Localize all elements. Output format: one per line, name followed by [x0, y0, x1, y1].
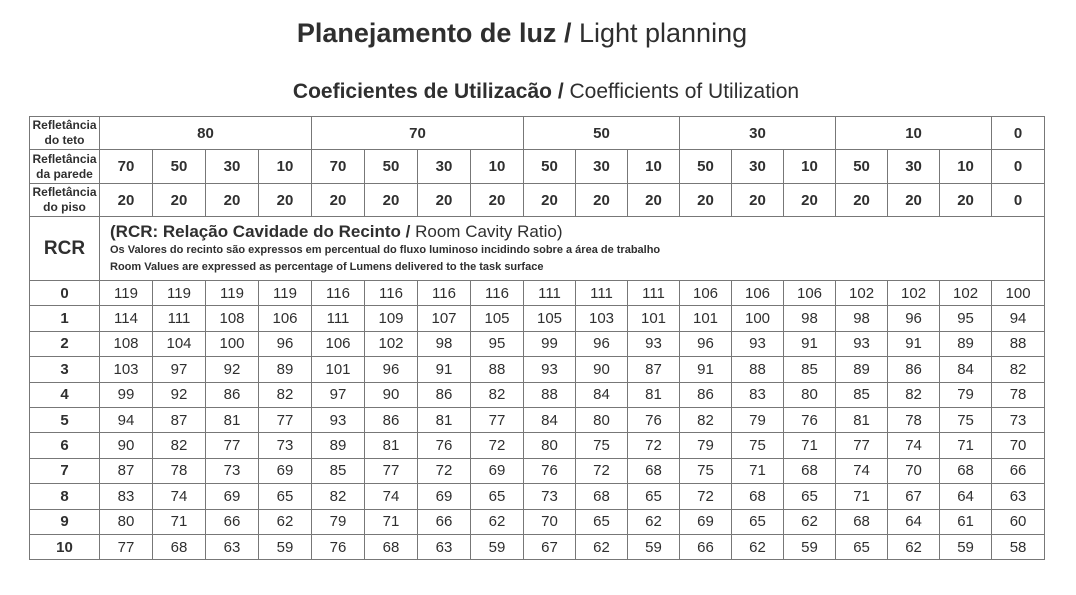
- coefficient-cell: 106: [784, 281, 836, 306]
- coefficient-cell: 69: [206, 484, 259, 509]
- coefficient-cell: 70: [992, 433, 1045, 458]
- ceiling-value: 50: [524, 117, 680, 150]
- floor-value: 20: [365, 184, 418, 217]
- coefficient-cell: 72: [576, 458, 628, 483]
- coefficient-cell: 62: [576, 534, 628, 559]
- coefficient-cell: 114: [100, 306, 153, 331]
- coefficient-cell: 102: [836, 281, 888, 306]
- floor-value: 20: [100, 184, 153, 217]
- coefficient-cell: 96: [365, 357, 418, 382]
- coefficient-cell: 80: [576, 407, 628, 432]
- coefficient-cell: 76: [418, 433, 471, 458]
- coefficient-cell: 82: [312, 484, 365, 509]
- coefficient-cell: 82: [153, 433, 206, 458]
- coefficient-cell: 68: [784, 458, 836, 483]
- coefficient-cell: 95: [940, 306, 992, 331]
- coefficient-cell: 96: [680, 331, 732, 356]
- rcr-value: 10: [30, 534, 100, 559]
- wall-value: 50: [836, 150, 888, 184]
- subtitle-en: Coefficients of Utilization: [569, 80, 800, 103]
- coefficient-cell: 111: [628, 281, 680, 306]
- rcr-note-en: Room Values are expressed as percentage of Lumens delivered to the task surface: [110, 261, 544, 273]
- coefficient-cell: 89: [259, 357, 312, 382]
- coefficient-cell: 111: [153, 306, 206, 331]
- coefficient-cell: 81: [365, 433, 418, 458]
- coefficient-cell: 92: [153, 382, 206, 407]
- coefficient-cell: 76: [628, 407, 680, 432]
- coefficient-cell: 62: [259, 509, 312, 534]
- wall-value: 70: [100, 150, 153, 184]
- coefficient-cell: 76: [524, 458, 576, 483]
- coefficient-cell: 59: [784, 534, 836, 559]
- coefficient-cell: 68: [153, 534, 206, 559]
- coefficient-cell: 72: [471, 433, 524, 458]
- coefficient-cell: 119: [100, 281, 153, 306]
- coefficient-cell: 85: [784, 357, 836, 382]
- floor-value: 20: [524, 184, 576, 217]
- coefficient-cell: 95: [471, 331, 524, 356]
- coefficient-cell: 106: [259, 306, 312, 331]
- coefficient-cell: 72: [628, 433, 680, 458]
- table-row: [30, 433, 1045, 458]
- rcr-value: 0: [30, 281, 100, 306]
- coefficient-cell: 66: [206, 509, 259, 534]
- coefficient-cell: 105: [524, 306, 576, 331]
- coefficient-cell: 116: [312, 281, 365, 306]
- floor-value: 20: [418, 184, 471, 217]
- floor-value: 20: [471, 184, 524, 217]
- floor-value: 20: [836, 184, 888, 217]
- coefficient-cell: 116: [471, 281, 524, 306]
- coefficient-cell: 97: [153, 357, 206, 382]
- coefficient-cell: 83: [732, 382, 784, 407]
- coefficient-cell: 68: [732, 484, 784, 509]
- coefficient-cell: 89: [312, 433, 365, 458]
- coefficient-cell: 93: [628, 331, 680, 356]
- title-en: Light planning: [578, 18, 748, 48]
- coefficient-cell: 97: [312, 382, 365, 407]
- coefficient-cell: 94: [100, 407, 153, 432]
- coefficient-cell: 87: [628, 357, 680, 382]
- floor-value: 20: [940, 184, 992, 217]
- rcr-title-en: Room Cavity Ratio): [415, 222, 563, 241]
- coefficient-cell: 98: [418, 331, 471, 356]
- coefficient-cell: 76: [784, 407, 836, 432]
- coefficient-cell: 82: [259, 382, 312, 407]
- coefficient-cell: 68: [365, 534, 418, 559]
- subtitle-pt: Coeficientes de Utilizacão: [292, 80, 552, 103]
- coefficient-cell: 79: [940, 382, 992, 407]
- coefficient-cell: 59: [628, 534, 680, 559]
- coefficient-cell: 78: [888, 407, 940, 432]
- rcr-value: 5: [30, 407, 100, 432]
- coefficient-cell: 109: [365, 306, 418, 331]
- coefficient-cell: 59: [259, 534, 312, 559]
- coefficient-cell: 96: [576, 331, 628, 356]
- coefficient-cell: 67: [888, 484, 940, 509]
- coefficient-cell: 84: [576, 382, 628, 407]
- coefficient-cell: 87: [100, 458, 153, 483]
- coefficient-cell: 73: [524, 484, 576, 509]
- coefficient-cell: 83: [100, 484, 153, 509]
- coefficient-cell: 72: [680, 484, 732, 509]
- coefficient-cell: 116: [365, 281, 418, 306]
- coefficient-cell: 82: [471, 382, 524, 407]
- wall-value: 10: [784, 150, 836, 184]
- coefficient-cell: 119: [153, 281, 206, 306]
- coefficient-cell: 75: [680, 458, 732, 483]
- coefficient-cell: 99: [524, 331, 576, 356]
- wall-value: 10: [940, 150, 992, 184]
- ceiling-reflectance-row: [30, 117, 1045, 150]
- coefficient-cell: 111: [524, 281, 576, 306]
- rcr-title-pt: (RCR: Relação Cavidade do Recinto: [110, 222, 401, 241]
- table-row: [30, 534, 1045, 559]
- rcr-value: 9: [30, 509, 100, 534]
- coefficient-cell: 88: [732, 357, 784, 382]
- coefficient-cell: 106: [732, 281, 784, 306]
- subtitle-separator: /: [552, 80, 570, 103]
- coefficient-cell: 68: [940, 458, 992, 483]
- coefficient-cell: 69: [680, 509, 732, 534]
- coefficient-cell: 79: [312, 509, 365, 534]
- coefficient-cell: 64: [888, 509, 940, 534]
- coefficient-cell: 62: [784, 509, 836, 534]
- coefficient-cell: 78: [992, 382, 1045, 407]
- coefficient-cell: 74: [888, 433, 940, 458]
- coefficient-cell: 103: [100, 357, 153, 382]
- floor-reflectance-row: [30, 184, 1045, 217]
- coefficient-cell: 108: [100, 331, 153, 356]
- floor-value: 20: [732, 184, 784, 217]
- coefficient-cell: 74: [365, 484, 418, 509]
- coefficient-cell: 62: [732, 534, 784, 559]
- coefficient-cell: 77: [836, 433, 888, 458]
- coefficient-cell: 68: [836, 509, 888, 534]
- coefficient-cell: 102: [365, 331, 418, 356]
- floor-value: 20: [312, 184, 365, 217]
- coefficient-cell: 73: [259, 433, 312, 458]
- wall-reflectance-row: [30, 150, 1045, 184]
- coefficient-cell: 77: [206, 433, 259, 458]
- coefficient-cell: 68: [576, 484, 628, 509]
- coefficient-cell: 65: [836, 534, 888, 559]
- coefficient-cell: 59: [940, 534, 992, 559]
- coefficient-cell: 71: [365, 509, 418, 534]
- coefficient-cell: 85: [312, 458, 365, 483]
- coefficient-cell: 88: [992, 331, 1045, 356]
- coefficient-cell: 73: [992, 407, 1045, 432]
- coefficient-cell: 62: [888, 534, 940, 559]
- coefficient-cell: 58: [992, 534, 1045, 559]
- wall-value: 30: [888, 150, 940, 184]
- coefficient-cell: 72: [418, 458, 471, 483]
- coefficient-cell: 77: [100, 534, 153, 559]
- coefficient-cell: 103: [576, 306, 628, 331]
- coefficient-cell: 77: [471, 407, 524, 432]
- coefficient-cell: 70: [888, 458, 940, 483]
- coefficient-cell: 93: [312, 407, 365, 432]
- floor-value: 20: [680, 184, 732, 217]
- table-row: [30, 484, 1045, 509]
- coefficient-cell: 100: [206, 331, 259, 356]
- coefficient-cell: 59: [471, 534, 524, 559]
- coefficient-cell: 81: [836, 407, 888, 432]
- coefficient-cell: 81: [206, 407, 259, 432]
- title-separator: /: [556, 18, 579, 48]
- rcr-value: 6: [30, 433, 100, 458]
- coefficient-cell: 91: [888, 331, 940, 356]
- coefficient-cell: 69: [259, 458, 312, 483]
- coefficient-cell: 93: [524, 357, 576, 382]
- wall-value: 30: [418, 150, 471, 184]
- ceiling-reflectance-label: Refletância do teto: [30, 117, 100, 150]
- coefficient-cell: 86: [680, 382, 732, 407]
- coefficient-cell: 82: [992, 357, 1045, 382]
- table-row: [30, 509, 1045, 534]
- coefficient-cell: 86: [206, 382, 259, 407]
- coefficient-cell: 102: [940, 281, 992, 306]
- floor-value: 20: [784, 184, 836, 217]
- coefficient-cell: 111: [576, 281, 628, 306]
- coefficient-cell: 80: [524, 433, 576, 458]
- table-row: [30, 306, 1045, 331]
- wall-value: 30: [206, 150, 259, 184]
- coefficient-cell: 119: [259, 281, 312, 306]
- rcr-description: [100, 217, 1045, 281]
- floor-value: 20: [206, 184, 259, 217]
- coefficient-cell: 62: [628, 509, 680, 534]
- ceiling-value: 0: [992, 117, 1045, 150]
- coefficient-cell: 63: [418, 534, 471, 559]
- coefficient-cell: 88: [471, 357, 524, 382]
- coefficient-cell: 69: [471, 458, 524, 483]
- coefficient-cell: 71: [836, 484, 888, 509]
- coefficient-cell: 79: [732, 407, 784, 432]
- rcr-title-separator: /: [400, 222, 416, 241]
- coefficient-cell: 66: [418, 509, 471, 534]
- coefficient-cell: 116: [418, 281, 471, 306]
- coefficient-cell: 71: [153, 509, 206, 534]
- coefficient-cell: 85: [836, 382, 888, 407]
- coefficient-cell: 69: [418, 484, 471, 509]
- coefficient-cell: 101: [312, 357, 365, 382]
- page-title: [0, 16, 1044, 50]
- coefficient-cell: 82: [680, 407, 732, 432]
- table-row: [30, 407, 1045, 432]
- coefficient-cell: 81: [418, 407, 471, 432]
- table-row: [30, 458, 1045, 483]
- wall-reflectance-label: Refletância da parede: [30, 150, 100, 184]
- wall-value: 10: [259, 150, 312, 184]
- rcr-value: 3: [30, 357, 100, 382]
- coefficient-cell: 98: [784, 306, 836, 331]
- table-row: [30, 382, 1045, 407]
- coefficient-cell: 107: [418, 306, 471, 331]
- coefficient-cell: 91: [418, 357, 471, 382]
- coefficient-cell: 79: [680, 433, 732, 458]
- coefficient-cell: 105: [471, 306, 524, 331]
- coefficient-cell: 102: [888, 281, 940, 306]
- coefficient-cell: 86: [888, 357, 940, 382]
- floor-value: 20: [153, 184, 206, 217]
- coefficient-cell: 62: [471, 509, 524, 534]
- coefficient-cell: 89: [836, 357, 888, 382]
- coefficient-cell: 96: [888, 306, 940, 331]
- coefficient-cell: 63: [992, 484, 1045, 509]
- coefficient-cell: 111: [312, 306, 365, 331]
- title-pt: Planejamento de luz: [296, 18, 557, 48]
- coefficient-cell: 65: [732, 509, 784, 534]
- coefficient-cell: 66: [680, 534, 732, 559]
- wall-value: 30: [576, 150, 628, 184]
- coefficient-cell: 82: [888, 382, 940, 407]
- coefficient-cell: 100: [732, 306, 784, 331]
- coefficient-cell: 67: [524, 534, 576, 559]
- rcr-title: [110, 221, 1044, 242]
- floor-value: 20: [576, 184, 628, 217]
- coefficient-cell: 77: [259, 407, 312, 432]
- rcr-value: 1: [30, 306, 100, 331]
- coefficient-cell: 68: [628, 458, 680, 483]
- coefficient-cell: 65: [259, 484, 312, 509]
- wall-value: 50: [153, 150, 206, 184]
- coefficient-cell: 70: [524, 509, 576, 534]
- wall-value: 30: [732, 150, 784, 184]
- coefficient-cell: 91: [680, 357, 732, 382]
- wall-value: 50: [680, 150, 732, 184]
- coefficient-cell: 80: [100, 509, 153, 534]
- coefficient-cell: 71: [940, 433, 992, 458]
- rcr-header-row: [30, 217, 1045, 281]
- coefficient-cell: 104: [153, 331, 206, 356]
- coefficient-cell: 92: [206, 357, 259, 382]
- coefficient-cell: 76: [312, 534, 365, 559]
- coefficient-cell: 78: [153, 458, 206, 483]
- coefficient-cell: 96: [259, 331, 312, 356]
- page-subtitle: [0, 79, 1076, 105]
- coefficient-cell: 106: [680, 281, 732, 306]
- wall-value: 50: [524, 150, 576, 184]
- table-row: [30, 281, 1045, 306]
- coefficient-cell: 98: [836, 306, 888, 331]
- rcr-value: 4: [30, 382, 100, 407]
- coefficient-cell: 77: [365, 458, 418, 483]
- coefficient-cell: 101: [628, 306, 680, 331]
- coefficient-cell: 66: [992, 458, 1045, 483]
- wall-value: 10: [471, 150, 524, 184]
- coefficient-cell: 90: [576, 357, 628, 382]
- rcr-note-pt: Os Valores do recinto são expressos em percentual do fluxo luminoso incidindo sobre a área de trabalho: [110, 244, 661, 256]
- coefficient-cell: 61: [940, 509, 992, 534]
- rcr-value: 2: [30, 331, 100, 356]
- coefficient-cell: 87: [153, 407, 206, 432]
- coefficient-cell: 106: [312, 331, 365, 356]
- floor-reflectance-label: Refletância do piso: [30, 184, 100, 217]
- coefficient-cell: 119: [206, 281, 259, 306]
- coefficient-cell: 99: [100, 382, 153, 407]
- coefficient-cell: 89: [940, 331, 992, 356]
- ceiling-value: 30: [680, 117, 836, 150]
- coefficient-cell: 84: [940, 357, 992, 382]
- floor-value: 20: [259, 184, 312, 217]
- coefficient-cell: 75: [576, 433, 628, 458]
- coefficient-cell: 90: [365, 382, 418, 407]
- floor-value: 20: [628, 184, 680, 217]
- coefficient-cell: 60: [992, 509, 1045, 534]
- coefficient-cell: 93: [836, 331, 888, 356]
- coefficient-cell: 84: [524, 407, 576, 432]
- coefficient-cell: 100: [992, 281, 1045, 306]
- coefficient-cell: 108: [206, 306, 259, 331]
- coefficient-cell: 65: [576, 509, 628, 534]
- floor-value: 0: [992, 184, 1045, 217]
- ceiling-value: 80: [100, 117, 312, 150]
- coefficient-cell: 86: [418, 382, 471, 407]
- coefficient-cell: 64: [940, 484, 992, 509]
- rcr-value: 8: [30, 484, 100, 509]
- coefficient-cell: 75: [732, 433, 784, 458]
- coefficient-cell: 93: [732, 331, 784, 356]
- ceiling-value: 70: [312, 117, 524, 150]
- rcr-value: 7: [30, 458, 100, 483]
- table-row: [30, 357, 1045, 382]
- coefficient-cell: 80: [784, 382, 836, 407]
- coefficients-table: [29, 116, 1045, 560]
- rcr-label: RCR: [30, 217, 100, 281]
- wall-value: 50: [365, 150, 418, 184]
- coefficient-cell: 71: [784, 433, 836, 458]
- coefficient-cell: 94: [992, 306, 1045, 331]
- coefficient-cell: 65: [784, 484, 836, 509]
- wall-value: 70: [312, 150, 365, 184]
- coefficient-cell: 74: [836, 458, 888, 483]
- coefficient-cell: 71: [732, 458, 784, 483]
- coefficient-cell: 73: [206, 458, 259, 483]
- coefficient-cell: 81: [628, 382, 680, 407]
- coefficient-cell: 91: [784, 331, 836, 356]
- wall-value: 10: [628, 150, 680, 184]
- coefficient-cell: 65: [471, 484, 524, 509]
- coefficient-cell: 101: [680, 306, 732, 331]
- coefficient-cell: 74: [153, 484, 206, 509]
- coefficient-cell: 88: [524, 382, 576, 407]
- floor-value: 20: [888, 184, 940, 217]
- coefficient-cell: 75: [940, 407, 992, 432]
- wall-value: 0: [992, 150, 1045, 184]
- coefficient-cell: 86: [365, 407, 418, 432]
- coefficient-cell: 63: [206, 534, 259, 559]
- coefficient-cell: 90: [100, 433, 153, 458]
- table-row: [30, 331, 1045, 356]
- ceiling-value: 10: [836, 117, 992, 150]
- coefficient-cell: 65: [628, 484, 680, 509]
